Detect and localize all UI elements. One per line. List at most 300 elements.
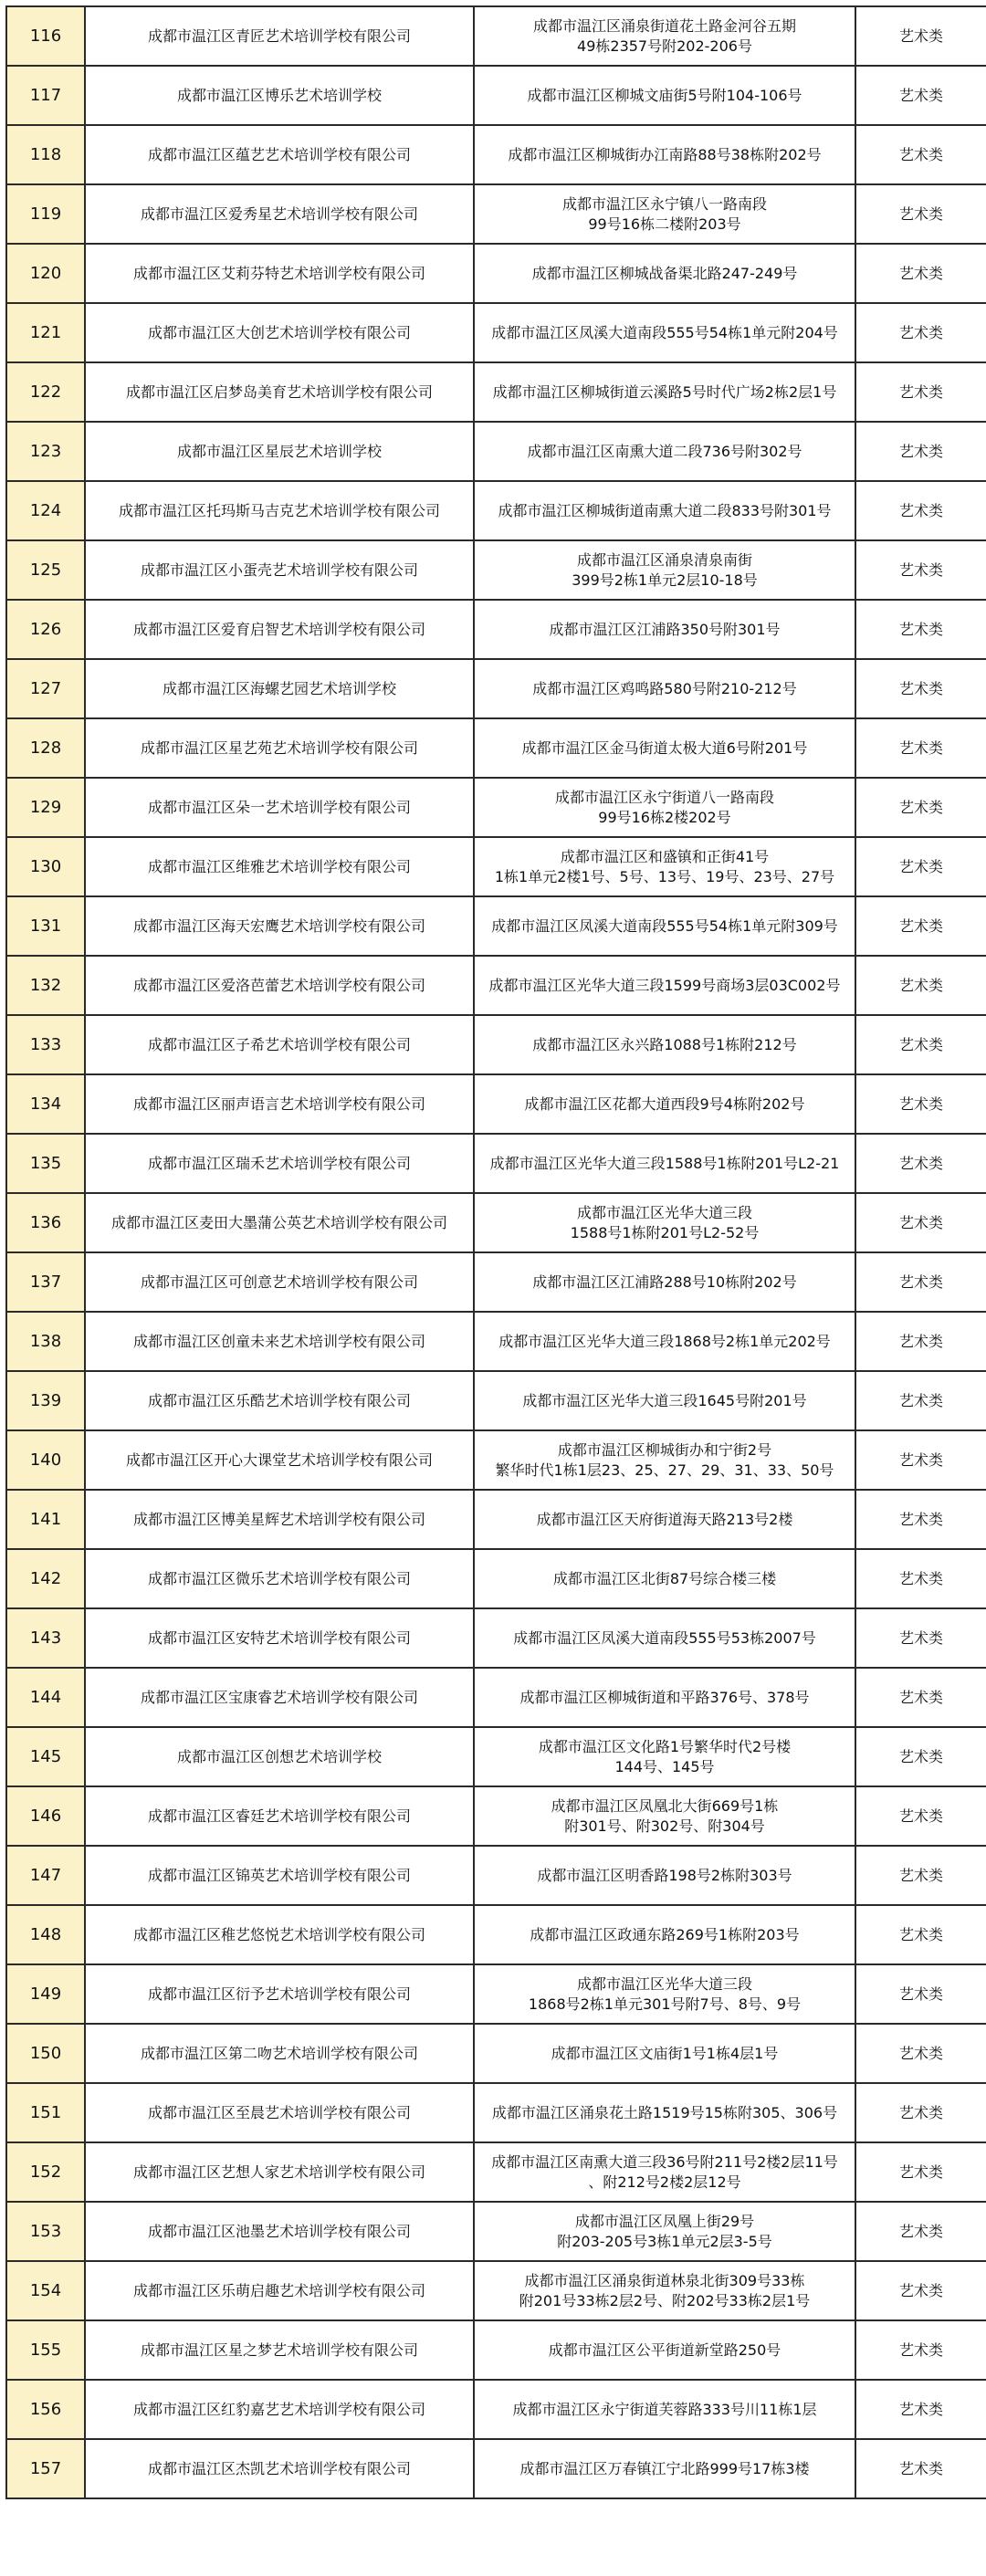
table-row [6,896,986,956]
table-row [6,2202,986,2261]
school-name [85,2142,474,2202]
school-name [85,1371,474,1430]
table-row [6,956,986,1015]
school-name [85,2261,474,2320]
school-name-line: 成都市温江区爱秀星艺术培训学校有限公司 [140,204,418,223]
row-number-line: 121 [29,322,62,342]
school-address-line: 成都市温江区光华大道三段1645号附201号 [522,1391,807,1409]
school-name [85,896,474,956]
school-category-line: 艺术类 [898,145,943,163]
table-row [6,481,986,540]
school-address [474,1134,855,1193]
row-number [6,1608,85,1668]
school-address [474,659,855,718]
school-category-line: 艺术类 [898,798,943,816]
school-category-line: 艺术类 [898,1391,943,1409]
school-category-line: 艺术类 [898,2103,943,2121]
school-address-line: 成都市温江区柳城街道南熏大道二段833号附301号 [498,501,832,519]
table-row [6,2142,986,2202]
school-address [474,2142,855,2202]
school-name [85,1668,474,1727]
row-number [6,896,85,956]
school-category-line: 艺术类 [898,382,943,401]
row-number [6,303,85,362]
school-name-line: 成都市温江区海天宏鹰艺术培训学校有限公司 [132,916,425,935]
row-number [6,1015,85,1074]
row-number-line: 137 [29,1272,62,1292]
school-address-line: 成都市温江区明香路198号2栋附303号 [537,1866,792,1884]
school-address [474,2320,855,2380]
school-name [85,778,474,837]
school-name-line: 成都市温江区微乐艺术培训学校有限公司 [147,1569,411,1587]
row-number [6,778,85,837]
school-category-line: 艺术类 [898,1213,943,1231]
school-address [474,1608,855,1668]
school-name-line: 成都市温江区可创意艺术培训学校有限公司 [140,1272,418,1291]
table-row [6,1490,986,1549]
row-number-line: 135 [29,1153,62,1173]
row-number [6,1964,85,2024]
school-address-line: 成都市温江区柳城街办江南路88号38栋附202号 [508,145,822,163]
table-row [6,66,986,125]
row-number-line: 149 [29,1984,62,2004]
school-address-line: 成都市温江区柳城文庙街5号附104-106号 [527,86,802,104]
school-category-line: 艺术类 [898,2222,943,2240]
school-address-line: 成都市温江区公平街道新堂路250号 [548,2340,781,2359]
row-number [6,2202,85,2261]
school-category-line: 艺术类 [898,857,943,875]
school-name [85,303,474,362]
row-number [6,422,85,481]
table-row [6,362,986,422]
school-address-line: 成都市温江区凤溪大道南段555号53栋2007号 [513,1628,816,1647]
school-address [474,1786,855,1846]
row-number [6,2024,85,2083]
school-address-line: 成都市温江区柳城街办和宁街2号 [557,1440,772,1459]
school-category-line: 艺术类 [898,1035,943,1053]
school-category [855,2202,986,2261]
school-address-line: 成都市温江区涌泉清泉南街 [576,550,752,569]
school-address [474,1371,855,1430]
row-number [6,837,85,896]
table-row [6,1074,986,1134]
school-address-line: 成都市温江区南熏大道二段736号附302号 [527,442,802,460]
school-name-line: 成都市温江区蕴艺艺术培训学校有限公司 [147,145,411,163]
row-number-line: 145 [29,1746,62,1766]
school-name [85,1015,474,1074]
school-name [85,1074,474,1134]
row-number [6,1430,85,1490]
school-name [85,1490,474,1549]
school-address [474,837,855,896]
table-row [6,1727,986,1786]
table-row [6,1549,986,1608]
school-name [85,1608,474,1668]
school-name [85,6,474,66]
row-number-line: 150 [29,2043,62,2063]
school-address-line: 成都市温江区涌泉花土路1519号15栋附305、306号 [491,2103,838,2121]
school-address [474,2439,855,2498]
table-row [6,2320,986,2380]
row-number [6,718,85,778]
table-row [6,1905,986,1964]
school-name-line: 成都市温江区至晨艺术培训学校有限公司 [147,2103,411,2121]
school-address-line: 附201号33栋2层2号、附202号33栋2层1号 [519,2291,811,2309]
row-number [6,244,85,303]
school-address [474,1964,855,2024]
school-address-line: 成都市温江区柳城战备渠北路247-249号 [531,264,798,282]
school-category-line: 艺术类 [898,1510,943,1528]
school-address [474,481,855,540]
school-address [474,125,855,184]
school-address-line: 、附212号2楼2层12号 [588,2173,741,2191]
school-address [474,718,855,778]
school-name [85,125,474,184]
school-category [855,1964,986,2024]
school-category-line: 艺术类 [898,560,943,579]
row-number-line: 157 [29,2458,62,2478]
school-address-line: 成都市温江区光华大道三段 [576,1203,752,1221]
school-address-line: 成都市温江区鸡鸣路580号附210-212号 [532,679,797,697]
table-row [6,1312,986,1371]
school-address-line: 成都市温江区光华大道三段 [576,1974,752,1993]
school-category [855,184,986,244]
school-address [474,184,855,244]
school-name [85,1846,474,1905]
school-category [855,422,986,481]
school-address [474,1549,855,1608]
school-category [855,1430,986,1490]
row-number [6,1549,85,1608]
school-address [474,244,855,303]
row-number-line: 129 [29,797,62,817]
school-name [85,659,474,718]
school-category-line: 艺术类 [898,1866,943,1884]
row-number [6,1846,85,1905]
row-number-line: 141 [29,1509,62,1529]
table-row [6,718,986,778]
row-number-line: 140 [29,1450,62,1470]
school-category-line: 艺术类 [898,620,943,638]
table-row [6,1134,986,1193]
school-address-line: 1868号2栋1单元301号附7号、8号、9号 [528,1995,802,2013]
school-address [474,1668,855,1727]
school-category-line: 艺术类 [898,323,943,341]
school-category-line: 艺术类 [898,1094,943,1113]
row-number [6,1312,85,1371]
school-address-line: 成都市温江区南熏大道三段36号附211号2楼2层11号 [491,2152,838,2171]
school-address-line: 49栋2357号附202-206号 [577,37,752,55]
table-row [6,1846,986,1905]
school-address-line: 成都市温江区文化路1号繁华时代2号楼 [538,1737,792,1755]
school-name [85,956,474,1015]
table-row [6,540,986,600]
school-name-line: 成都市温江区小蛋壳艺术培训学校有限公司 [140,560,418,579]
school-name [85,1727,474,1786]
school-address-line: 成都市温江区永宁镇八一路南段 [561,194,767,213]
school-address-line: 成都市温江区永宁街道八一路南段 [554,788,774,806]
school-category [855,600,986,659]
school-address-line: 成都市温江区光华大道三段1588号1栋附201号L2-21 [489,1154,840,1172]
school-category [855,2083,986,2142]
school-category-line: 艺术类 [898,1747,943,1765]
table-row [6,2380,986,2439]
school-name [85,1905,474,1964]
school-address [474,1490,855,1549]
school-category [855,778,986,837]
school-category [855,1371,986,1430]
school-name-line: 成都市温江区第二吻艺术培训学校有限公司 [140,2044,418,2062]
school-name-line: 成都市温江区维雅艺术培训学校有限公司 [147,857,411,875]
school-name [85,718,474,778]
table-body [6,6,986,2498]
school-address-line: 成都市温江区江浦路288号10栋附202号 [532,1272,797,1291]
row-number [6,1786,85,1846]
school-name-line: 成都市温江区青匠艺术培训学校有限公司 [147,26,411,45]
school-category [855,1549,986,1608]
table-row [6,837,986,896]
row-number-line: 143 [29,1628,62,1648]
row-number [6,125,85,184]
school-category [855,1490,986,1549]
school-category [855,2142,986,2202]
school-address-line: 成都市温江区柳城街道和平路376号、378号 [519,1688,810,1706]
school-category-line: 艺术类 [898,2340,943,2359]
school-name [85,2024,474,2083]
school-category-line: 艺术类 [898,976,943,994]
school-address-line: 成都市温江区光华大道三段1868号2栋1单元202号 [498,1332,831,1350]
school-name-line: 成都市温江区锦英艺术培训学校有限公司 [147,1866,411,1884]
school-name [85,1312,474,1371]
school-category-line: 艺术类 [898,1688,943,1706]
school-address-line: 成都市温江区永兴路1088号1栋附212号 [532,1035,797,1053]
school-address-line: 成都市温江区花都大道西段9号4栋附202号 [524,1094,805,1113]
table-row [6,2439,986,2498]
school-name-line: 成都市温江区安特艺术培训学校有限公司 [147,1628,411,1647]
school-name-line: 成都市温江区衍予艺术培训学校有限公司 [147,1984,411,2003]
school-category [855,1074,986,1134]
school-category-line: 艺术类 [898,1450,943,1469]
table-row [6,303,986,362]
school-category [855,6,986,66]
school-name [85,2380,474,2439]
row-number-line: 123 [29,441,62,461]
school-name-line: 成都市温江区乐萌启趣艺术培训学校有限公司 [132,2281,425,2299]
school-address-line: 成都市温江区涌泉街道林泉北街309号33栋 [524,2271,805,2289]
school-category-line: 艺术类 [898,916,943,935]
table-row [6,2083,986,2142]
school-category-line: 艺术类 [898,1569,943,1587]
row-number-line: 130 [29,856,62,876]
school-category [855,481,986,540]
school-address-line: 成都市温江区天府街道海天路213号2楼 [536,1510,793,1528]
school-address [474,1905,855,1964]
school-category [855,2439,986,2498]
row-number [6,1905,85,1964]
school-address [474,66,855,125]
table-row [6,2261,986,2320]
row-number-line: 151 [29,2102,62,2122]
school-category [855,718,986,778]
school-name [85,1134,474,1193]
row-number-line: 144 [29,1687,62,1707]
table-row [6,1786,986,1846]
school-address [474,600,855,659]
school-category [855,1668,986,1727]
school-address [474,2380,855,2439]
row-number-line: 126 [29,619,62,639]
row-number [6,2261,85,2320]
school-address-line: 成都市温江区北街87号综合楼三楼 [552,1569,777,1587]
school-address-line: 成都市温江区柳城街道云溪路5号时代广场2栋2层1号 [492,382,837,401]
school-category [855,2261,986,2320]
row-number-line: 138 [29,1331,62,1351]
row-number-line: 125 [29,560,62,580]
school-name-line: 成都市温江区大创艺术培训学校有限公司 [147,323,411,341]
school-category [855,2320,986,2380]
row-number-line: 156 [29,2399,62,2419]
school-category-line: 艺术类 [898,1154,943,1172]
school-category [855,1252,986,1312]
school-category-line: 艺术类 [898,1984,943,2003]
school-name [85,2083,474,2142]
school-name-line: 成都市温江区红豹嘉艺艺术培训学校有限公司 [132,2400,425,2418]
school-name-line: 成都市温江区丽声语言艺术培训学校有限公司 [132,1094,425,1113]
school-name [85,1430,474,1490]
row-number [6,1134,85,1193]
school-name [85,422,474,481]
row-number [6,66,85,125]
school-address-line: 99号16栋二楼附203号 [588,215,741,233]
row-number-line: 120 [29,263,62,283]
school-name-line: 成都市温江区麦田大墨蒲公英艺术培训学校有限公司 [110,1213,447,1231]
school-category [855,1727,986,1786]
school-category [855,956,986,1015]
school-address [474,896,855,956]
row-number-line: 155 [29,2340,62,2360]
school-category [855,896,986,956]
school-name-line: 成都市温江区爱育启智艺术培训学校有限公司 [132,620,425,638]
school-address [474,6,855,66]
school-category-line: 艺术类 [898,2459,943,2477]
table-row [6,422,986,481]
row-number [6,1490,85,1549]
row-number [6,2439,85,2498]
school-category-line: 艺术类 [898,679,943,697]
school-address-line: 繁华时代1栋1层23、25、27、29、31、33、50号 [495,1461,834,1479]
table-row [6,1015,986,1074]
school-name-line: 成都市温江区创童未来艺术培训学校有限公司 [132,1332,425,1350]
row-number-line: 124 [29,500,62,520]
school-name-line: 成都市温江区艺想人家艺术培训学校有限公司 [132,2162,425,2181]
school-address-line: 144号、145号 [614,1757,715,1775]
school-category [855,2380,986,2439]
table-row [6,1371,986,1430]
school-category [855,303,986,362]
school-name-line: 成都市温江区池墨艺术培训学校有限公司 [147,2222,411,2240]
school-category [855,1608,986,1668]
school-category-line: 艺术类 [898,1332,943,1350]
school-name-line: 成都市温江区瑞禾艺术培训学校有限公司 [147,1154,411,1172]
school-name [85,66,474,125]
school-name-line: 成都市温江区托玛斯马吉克艺术培训学校有限公司 [118,501,440,519]
row-number [6,2320,85,2380]
row-number [6,956,85,1015]
school-category-line: 艺术类 [898,1272,943,1291]
school-address-line: 成都市温江区文庙街1号1栋4层1号 [551,2044,779,2062]
school-category [855,125,986,184]
row-number-line: 148 [29,1924,62,1944]
row-number-line: 147 [29,1865,62,1885]
school-name-line: 成都市温江区子希艺术培训学校有限公司 [147,1035,411,1053]
school-address [474,362,855,422]
school-address-line: 附203-205号3栋1单元2层3-5号 [557,2232,772,2250]
school-category [855,837,986,896]
school-name-line: 成都市温江区睿廷艺术培训学校有限公司 [147,1806,411,1825]
school-address-line: 成都市温江区永宁街道芙蓉路333号川11栋1层 [512,2400,817,2418]
school-address [474,422,855,481]
school-address [474,1430,855,1490]
school-name [85,540,474,600]
school-category [855,1905,986,1964]
row-number [6,1074,85,1134]
row-number [6,362,85,422]
school-name [85,2439,474,2498]
school-name-line: 成都市温江区星艺苑艺术培训学校有限公司 [140,738,418,757]
school-address-line: 成都市温江区和盛镇和正街41号 [560,847,770,865]
school-address-line: 成都市温江区凤溪大道南段555号54栋1单元附309号 [491,916,838,935]
row-number-line: 127 [29,678,62,698]
row-number-line: 117 [29,85,62,105]
school-name-line: 成都市温江区星之梦艺术培训学校有限公司 [140,2340,418,2359]
school-name [85,244,474,303]
school-address-line: 1588号1栋附201号L2-52号 [570,1223,760,1241]
row-number [6,2142,85,2202]
row-number-line: 136 [29,1212,62,1232]
row-number [6,600,85,659]
row-number [6,540,85,600]
row-number [6,481,85,540]
school-name-line: 成都市温江区星辰艺术培训学校 [176,442,382,460]
row-number [6,2083,85,2142]
school-address-line: 成都市温江区涌泉街道花土路金河谷五期 [532,16,796,35]
table-row [6,1252,986,1312]
school-category [855,244,986,303]
school-name-line: 成都市温江区博乐艺术培训学校 [176,86,382,104]
school-address-line: 成都市温江区凤凰北大街669号1栋 [551,1796,779,1815]
row-number-line: 152 [29,2162,62,2182]
school-address-line: 99号16栋2楼202号 [598,808,731,826]
school-category [855,1193,986,1252]
school-category [855,66,986,125]
school-name [85,2202,474,2261]
row-number [6,1668,85,1727]
table-row [6,1193,986,1252]
school-name [85,1964,474,2024]
school-category-line: 艺术类 [898,86,943,104]
school-address [474,2202,855,2261]
school-name [85,1193,474,1252]
school-address-line: 399号2栋1单元2层10-18号 [572,571,758,589]
school-name-line: 成都市温江区杰凯艺术培训学校有限公司 [147,2459,411,2477]
row-number-line: 134 [29,1094,62,1114]
row-number-line: 146 [29,1806,62,1826]
school-address-line: 附301号、附302号、附304号 [564,1817,765,1835]
school-name [85,184,474,244]
school-name-line: 成都市温江区乐酷艺术培训学校有限公司 [147,1391,411,1409]
school-category-line: 艺术类 [898,2400,943,2418]
school-category-line: 艺术类 [898,2162,943,2181]
